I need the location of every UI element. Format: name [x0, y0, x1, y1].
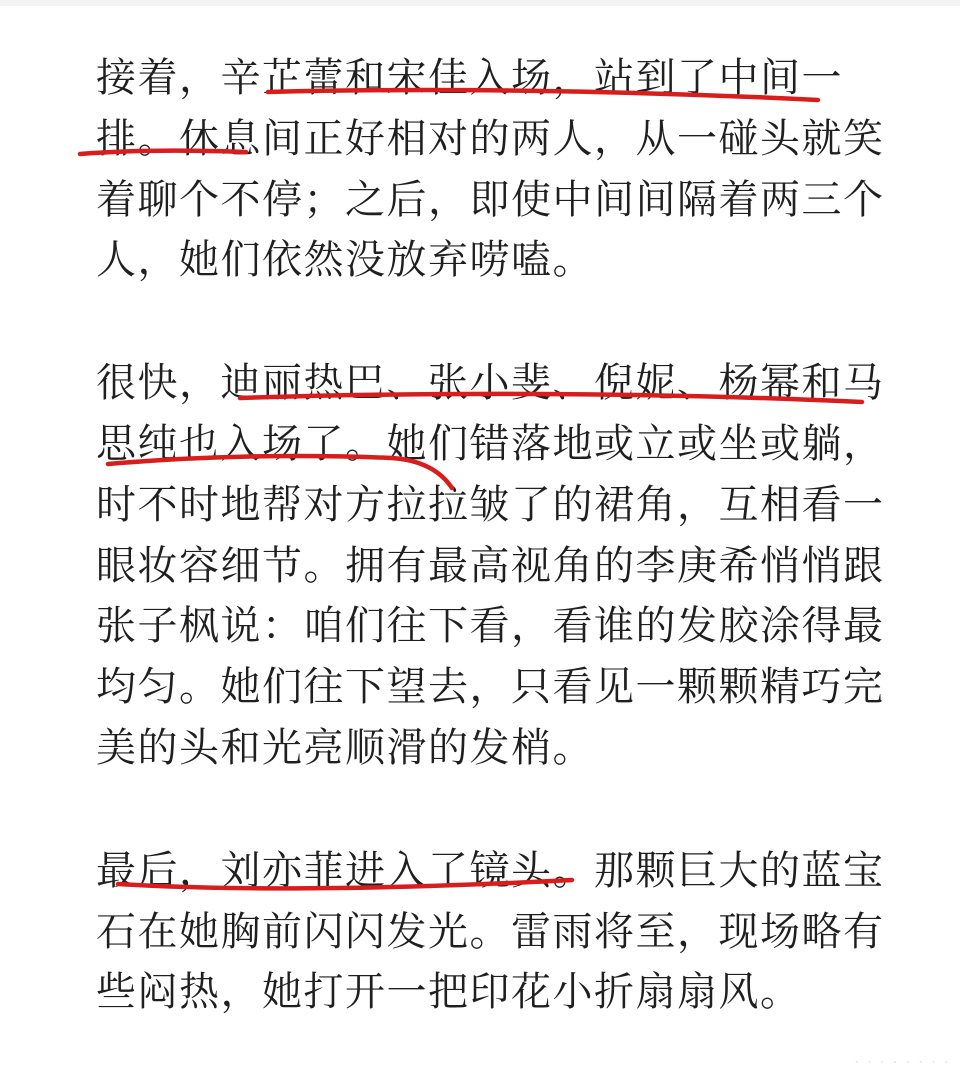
- text-line: 着聊个不停；之后，即使中间间隔着两三个: [96, 176, 885, 223]
- text-line: 最后，刘亦菲进入了镜头。那颗巨大的蓝宝: [96, 847, 885, 894]
- text-line: 些闷热，她打开一把印花小折扇扇风。: [96, 969, 802, 1016]
- text-line: 石在她胸前闪闪发光。雷雨将至，现场略有: [96, 908, 885, 955]
- text-line: 均匀。她们往下望去，只看见一颗颗精巧完: [96, 664, 885, 711]
- paragraph-1: [96, 48, 885, 291]
- text-line: 接着，辛芷蕾和宋佳入场，站到了中间一: [96, 55, 843, 101]
- text-line: 很快，迪丽热巴、张小斐、倪妮、杨幂和马: [96, 360, 885, 407]
- text-line: 人，她们依然没放弃唠嗑。: [96, 237, 594, 284]
- paragraph-3: [96, 841, 885, 1023]
- top-border: [0, 0, 960, 6]
- text-line: 思纯也入场了。她们错落地或立或坐或躺，: [96, 420, 885, 467]
- text-line: 眼妆容细节。拥有最高视角的李庚希悄悄跟: [96, 542, 885, 589]
- text-line: 张子枫说：咱们往下看，看谁的发胶涂得最: [96, 603, 885, 650]
- paragraph-2: [96, 353, 885, 779]
- text-line: 时不时地帮对方拉拉皱了的裙角，互相看一: [96, 481, 885, 528]
- text-line: 排。休息间正好相对的两人，从一碰头就笑: [96, 115, 885, 162]
- article-body: [96, 48, 885, 1023]
- watermark: · · · · · · · ·: [853, 1053, 950, 1073]
- text-line: 美的头和光亮顺滑的发梢。: [96, 724, 594, 771]
